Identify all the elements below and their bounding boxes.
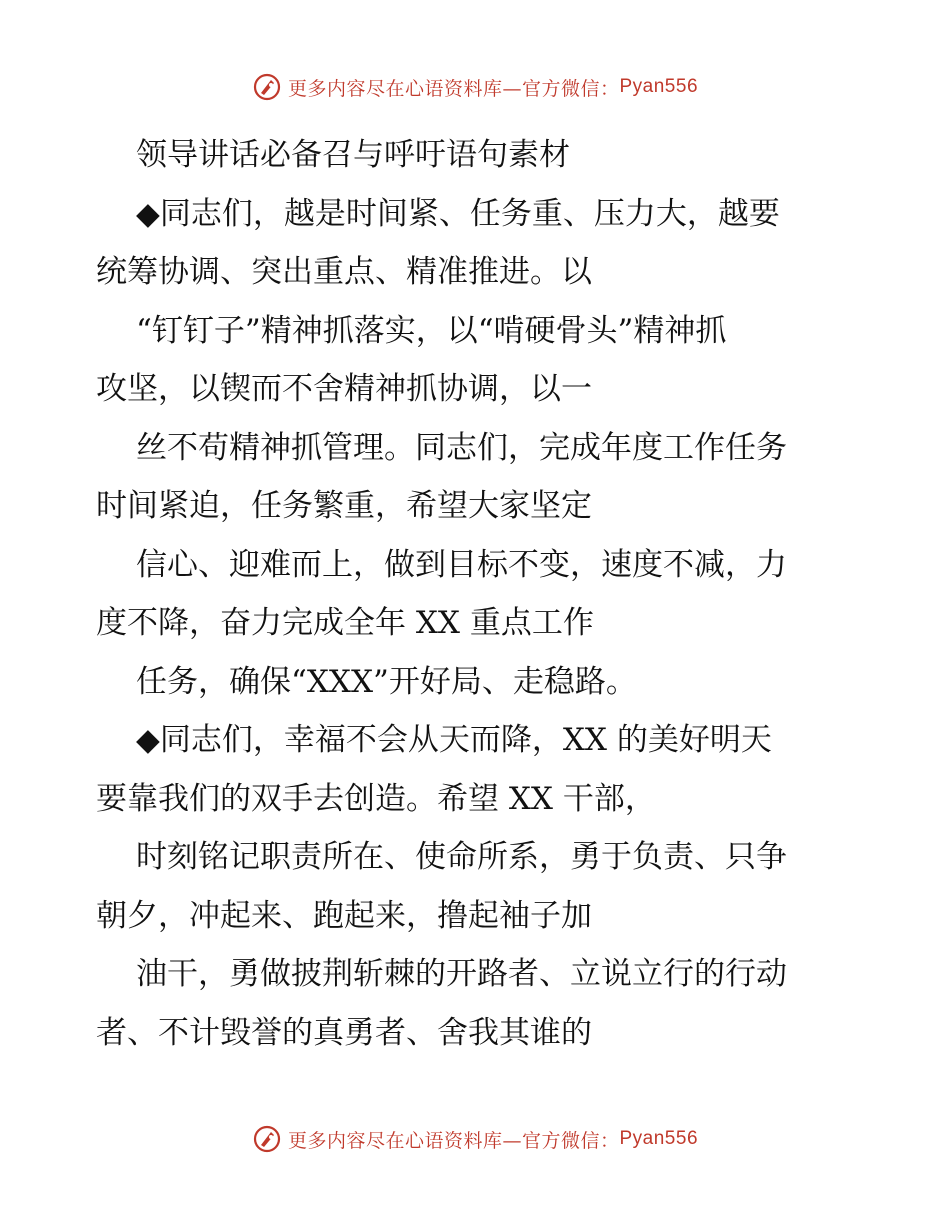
text-line: 丝不苟精神抓管理。同志们，完成年度工作任务 <box>136 429 787 466</box>
text-line: 攻坚，以锲而不舍精神抓协调，以一 <box>96 371 592 407</box>
document-title: 领导讲话必备召与呼吁语句素材 <box>136 137 570 173</box>
text-line: ◆同志们，幸福不会从天而降，XX 的美好明天 <box>136 722 772 758</box>
text-line: “钉钉子”精神抓落实，以“啃硬骨头”精神抓 <box>136 312 727 349</box>
footer-banner <box>0 1124 950 1154</box>
banner-text: 更多内容尽在心语资料库—官方微信： <box>287 1129 620 1152</box>
text-line: 时间紧迫，任务繁重，希望大家坚定 <box>96 488 592 524</box>
text-line: 统筹协调、突出重点、精准推进。以 <box>96 254 592 290</box>
text-line: 度不降，奋力完成全年 XX 重点工作 <box>96 605 594 641</box>
pen-logo-icon <box>252 72 282 102</box>
text-line: 要靠我们的双手去创造。希望 XX 干部， <box>96 780 656 817</box>
banner-wechat-id: Pyan556 <box>619 1128 699 1149</box>
document-body <box>96 126 856 1062</box>
banner-wechat-id: Pyan556 <box>619 76 699 97</box>
banner-text: 更多内容尽在心语资料库—官方微信： <box>287 77 620 100</box>
text-line: 时刻铭记职责所在、使命所系，勇于负责、只争 <box>136 839 787 875</box>
text-line: 者、不计毁誉的真勇者、舍我其谁的 <box>96 1014 592 1051</box>
header-banner <box>0 72 950 102</box>
text-line: ◆同志们，越是时间紧、任务重、压力大，越要 <box>136 195 780 232</box>
text-line: 朝夕，冲起来、跑起来，撸起袖子加 <box>96 897 592 934</box>
text-line: 任务，确保“XXX”开好局、走稳路。 <box>136 663 637 700</box>
pen-logo-icon <box>252 1124 282 1154</box>
text-line: 油干，勇做披荆斩棘的开路者、立说立行的行动 <box>136 956 787 992</box>
text-line: 信心、迎难而上，做到目标不变，速度不减，力 <box>136 546 787 583</box>
